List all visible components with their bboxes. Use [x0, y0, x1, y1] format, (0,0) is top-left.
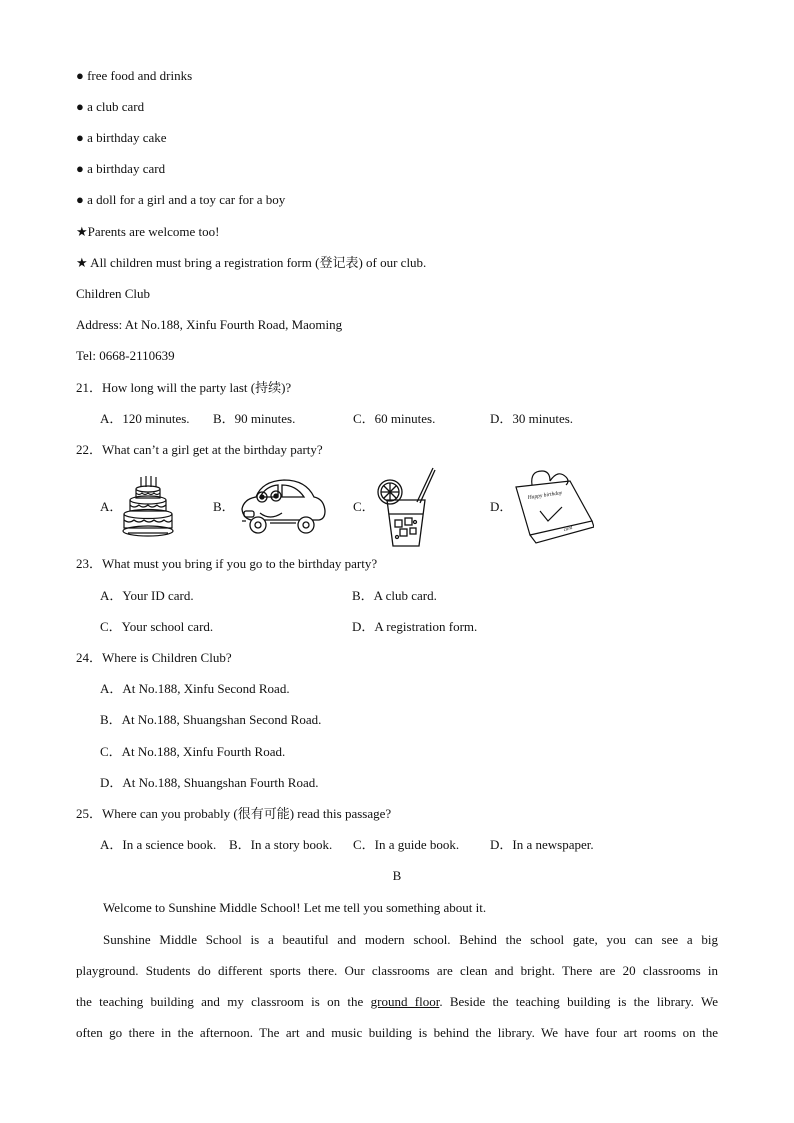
question-21-stem: 21．How long will the party last (持续)?: [76, 380, 292, 395]
question-25-option-a[interactable]: A．In a science book.: [100, 837, 217, 852]
question-22-option-a[interactable]: A．: [100, 499, 123, 514]
question-21-option-d[interactable]: D．30 minutes.: [490, 411, 574, 426]
juice-drink-image[interactable]: [373, 466, 439, 550]
question-24-option-d[interactable]: D．At No.188, Shuangshan Fourth Road.: [100, 775, 319, 790]
question-25-stem: 25．Where can you probably (很有可能) read this passage?: [76, 806, 392, 821]
question-21-option-b[interactable]: B．90 minutes.: [213, 411, 296, 426]
ad-item-card: ● a birthday card: [76, 161, 166, 176]
ad-item-cake: ● a birthday cake: [76, 130, 167, 145]
question-24-option-a[interactable]: A．At No.188, Xinfu Second Road.: [100, 681, 290, 696]
card-label-text: card: [563, 525, 574, 533]
paragraph-line-3-head: the teaching building and my classroom is on the: [76, 994, 371, 1009]
ad-item-club-card: ● a club card: [76, 99, 145, 114]
question-22-option-b[interactable]: B．: [213, 499, 235, 514]
paragraph-line-3: [76, 986, 718, 1017]
section-b-paragraph: [76, 924, 718, 1048]
paragraph-line-4: often go there in the afternoon. The art and music building is behind the library. We have four art rooms on the: [76, 1025, 718, 1040]
paragraph-line-1: Sunshine Middle School is a beautiful and modern school. Behind the school gate, you can see a big: [103, 932, 718, 947]
question-24-option-b[interactable]: B．At No.188, Shuangshan Second Road.: [100, 712, 322, 727]
section-b-intro: Welcome to Sunshine Middle School! Let me tell you something about it.: [103, 900, 487, 915]
paragraph-line-3-tail: . Beside the teaching building is the library. We: [439, 994, 718, 1009]
question-23-option-c[interactable]: C．Your school card.: [100, 619, 214, 634]
club-address: Address: At No.188, Xinfu Fourth Road, Maoming: [76, 317, 343, 332]
paragraph-line-2: playground. Students do different sports there. Our classrooms are clean and bright. There are 20 classrooms in: [76, 963, 718, 978]
birthday-cake-image[interactable]: [122, 473, 174, 539]
question-21-option-a[interactable]: A．120 minutes.: [100, 411, 190, 426]
question-23-option-a[interactable]: A．Your ID card.: [100, 588, 194, 603]
ad-item-food: ● free food and drinks: [76, 68, 193, 83]
question-25-option-c[interactable]: C．In a guide book.: [353, 837, 460, 852]
birthday-card-image[interactable]: [512, 467, 594, 547]
ad-note-registration: ★ All children must bring a registration form (登记表) of our club.: [76, 255, 427, 270]
club-name: Children Club: [76, 286, 151, 301]
question-25-option-b[interactable]: B．In a story book.: [229, 837, 333, 852]
question-24-stem: 24．Where is Children Club?: [76, 650, 232, 665]
card-greeting-text: Happy birthday: [527, 490, 563, 501]
section-b-heading: B: [392, 868, 402, 883]
question-22-option-c[interactable]: C．: [353, 499, 375, 514]
question-23-option-d[interactable]: D．A registration form.: [352, 619, 478, 634]
question-22-stem: 22．What can’t a girl get at the birthday party?: [76, 442, 323, 457]
ad-item-toys: ● a doll for a girl and a toy car for a boy: [76, 192, 286, 207]
question-23-stem: 23．What must you bring if you go to the birthday party?: [76, 556, 378, 571]
toy-car-image[interactable]: [236, 475, 328, 535]
club-tel: Tel: 0668-2110639: [76, 348, 175, 363]
question-23-option-b[interactable]: B．A club card.: [352, 588, 437, 603]
question-22-option-d[interactable]: D．: [490, 499, 513, 514]
question-21-option-c[interactable]: C．60 minutes.: [353, 411, 436, 426]
question-25-option-d[interactable]: D．In a newspaper.: [490, 837, 594, 852]
question-24-option-c[interactable]: C．At No.188, Xinfu Fourth Road.: [100, 744, 286, 759]
ad-note-parents: ★Parents are welcome too!: [76, 224, 220, 239]
ground-floor-underlined: ground floor: [370, 994, 440, 1009]
